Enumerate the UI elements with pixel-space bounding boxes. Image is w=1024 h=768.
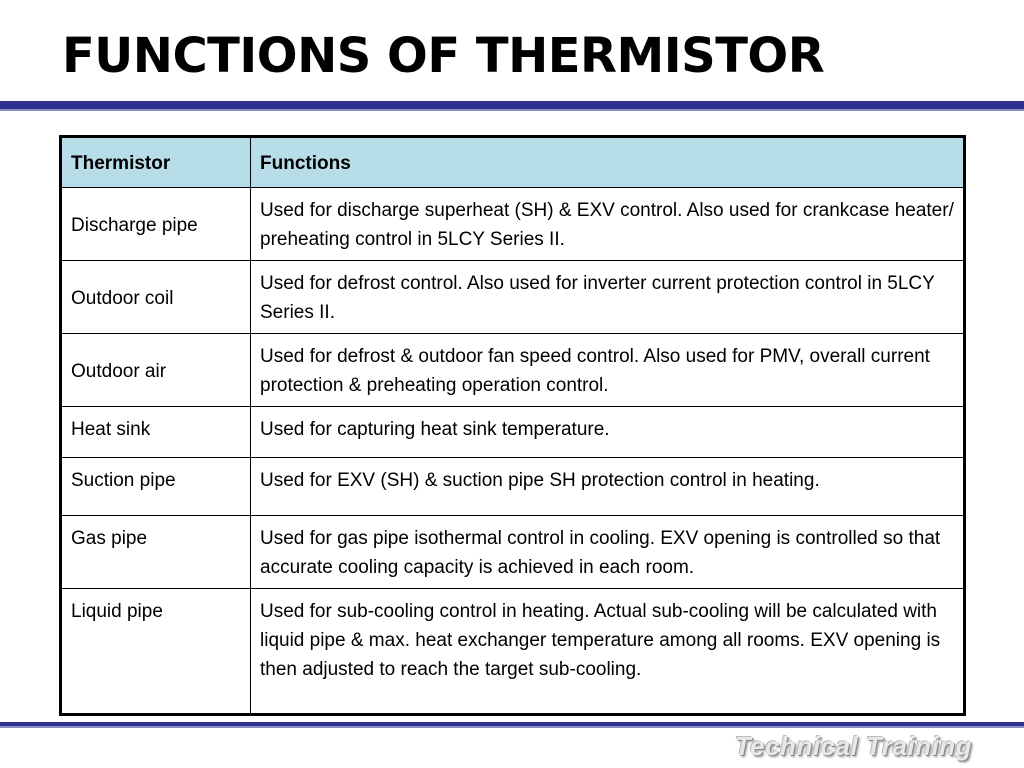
thermistor-table [59,135,966,716]
thermistor-function: Used for discharge superheat (SH) & EXV control. Also used for crankcase heater/ preheating control in 5LCY Series II. [251,188,965,261]
thermistor-function: Used for gas pipe isothermal control in cooling. EXV opening is controlled so that accurate cooling capacity is achieved in each room. [251,516,965,589]
table-row [61,516,965,589]
table-row [61,458,965,516]
thermistor-name: Outdoor coil [61,261,251,334]
table-row [61,407,965,458]
header-thermistor: Thermistor [61,137,251,188]
table-row [61,334,965,407]
page-title: FUNCTIONS OF THERMISTOR [62,28,825,84]
table-row [61,589,965,715]
thermistor-name: Heat sink [61,407,251,458]
footer-divider-shadow [0,726,1024,728]
table-row [61,188,965,261]
table-header-row [61,137,965,188]
thermistor-name: Liquid pipe [61,589,251,715]
thermistor-name: Outdoor air [61,334,251,407]
footer-brand: Technical Training [734,731,972,761]
thermistor-function: Used for sub-cooling control in heating. Actual sub-cooling will be calculated with liquid pipe & max. heat exchanger temperature among all rooms. EXV opening is then adjusted to reach the target sub-cooling. [251,589,965,715]
title-divider [0,101,1024,109]
thermistor-function: Used for EXV (SH) & suction pipe SH protection control in heating. [251,458,965,516]
thermistor-name: Suction pipe [61,458,251,516]
header-functions: Functions [251,137,965,188]
title-divider-shadow [0,109,1024,111]
thermistor-name: Discharge pipe [61,188,251,261]
table-row [61,261,965,334]
thermistor-function: Used for defrost & outdoor fan speed control. Also used for PMV, overall current protection & preheating operation control. [251,334,965,407]
thermistor-function: Used for capturing heat sink temperature. [251,407,965,458]
thermistor-function: Used for defrost control. Also used for inverter current protection control in 5LCY Series II. [251,261,965,334]
thermistor-name: Gas pipe [61,516,251,589]
